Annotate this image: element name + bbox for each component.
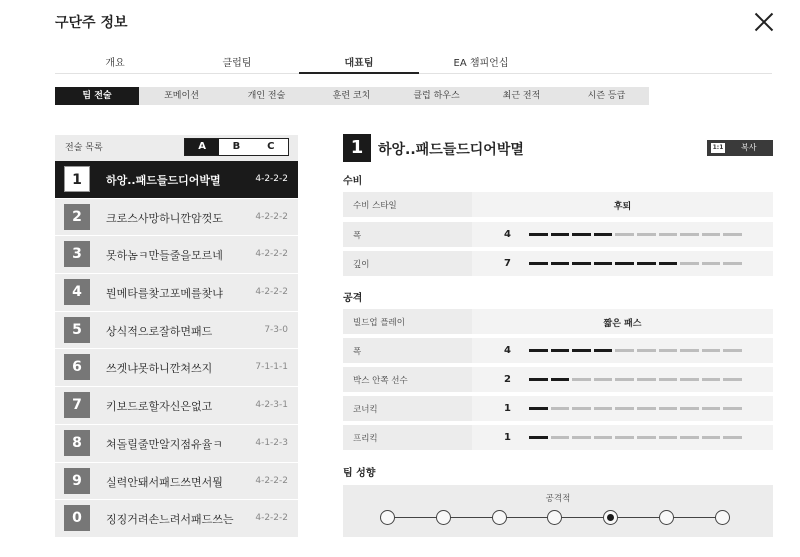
attack-width-row: [343, 338, 773, 363]
tendency-slider: [343, 485, 773, 537]
bar-segment: [702, 407, 721, 410]
bar-segment: [659, 233, 678, 236]
bar-segment: [637, 262, 656, 265]
subtab-training-coach[interactable]: 훈련 코치: [309, 87, 394, 105]
buildup-row: [343, 309, 773, 334]
tactic-name: 상식적으로잘하면패드: [106, 324, 213, 338]
tactic-number: 1: [64, 166, 90, 192]
tactics-list-header: [55, 135, 298, 161]
bar-segment: [594, 262, 613, 265]
bar-segment: [572, 233, 591, 236]
bar-segment: [723, 262, 742, 265]
bar-segment: [702, 378, 721, 381]
tactic-formation: 4-2-2-2: [255, 211, 288, 222]
tab-overview[interactable]: 개요: [105, 58, 125, 69]
tactic-formation: 4-2-2-2: [255, 287, 288, 298]
tactic-number: 9: [64, 468, 90, 494]
corner-kick-bar: [529, 407, 742, 410]
copy-icon: 1:1: [712, 144, 724, 151]
tactic-name: 못하놈ㅋ만들줄을모르네: [106, 249, 223, 263]
tactic-name: 쳐돌릴줄만알지점유율ㅋ: [106, 437, 223, 451]
box-players-value: 2: [504, 374, 511, 385]
bar-segment: [680, 378, 699, 381]
tactic-number: 3: [64, 241, 90, 267]
defense-width-value: 4: [504, 229, 511, 240]
tactic-number: 2: [64, 204, 90, 230]
defense-depth-row: [343, 251, 773, 276]
slot-c-button[interactable]: C: [254, 139, 288, 155]
bar-segment: [723, 407, 742, 410]
corner-kick-value: 1: [504, 403, 511, 414]
bar-segment: [723, 436, 742, 439]
defense-width-bar: [529, 233, 742, 236]
bar-segment: [637, 349, 656, 352]
tendency-label: 공격적: [545, 494, 571, 504]
bar-segment: [572, 349, 591, 352]
free-kick-bar: [529, 436, 742, 439]
defense-depth-bar: [529, 262, 742, 265]
tendency-step[interactable]: [715, 510, 730, 525]
detail-tactic-name: 하앙..패드들드디어박멸: [378, 142, 524, 158]
bar-segment: [659, 407, 678, 410]
bar-segment: [723, 233, 742, 236]
attack-width-value: 4: [504, 345, 511, 356]
bar-segment: [529, 378, 548, 381]
tendency-step[interactable]: [603, 510, 618, 525]
bar-segment: [659, 349, 678, 352]
bar-segment: [572, 407, 591, 410]
subtab-recent-record[interactable]: 최근 전적: [479, 87, 564, 105]
bar-segment: [615, 436, 634, 439]
tactics-list-label: 전술 목록: [65, 143, 103, 153]
box-players-row: [343, 367, 773, 392]
bar-segment: [615, 378, 634, 381]
bar-segment: [723, 349, 742, 352]
bar-segment: [551, 436, 570, 439]
tactic-number: 0: [64, 505, 90, 531]
bar-segment: [529, 262, 548, 265]
bar-segment: [551, 407, 570, 410]
defense-section-title: 수비: [343, 176, 363, 187]
tendency-step[interactable]: [547, 510, 562, 525]
sub-tabs: [55, 87, 649, 105]
attack-section-title: 공격: [343, 293, 363, 304]
bar-segment: [551, 262, 570, 265]
tactic-number: 5: [64, 317, 90, 343]
detail-number: 1: [343, 134, 371, 162]
tactic-list-item[interactable]: [55, 274, 298, 312]
defense-style-row: [343, 192, 773, 217]
bar-segment: [615, 407, 634, 410]
tendency-step[interactable]: [492, 510, 507, 525]
subtab-team-tactics[interactable]: 팀 전술: [55, 87, 139, 105]
tactic-formation: 4-2-3-1: [255, 400, 288, 411]
tactic-list-item[interactable]: [55, 312, 298, 350]
defense-style-label: 수비 스타일: [353, 201, 397, 211]
tactic-list-item[interactable]: [55, 199, 298, 237]
bar-segment: [680, 349, 699, 352]
bar-segment: [594, 378, 613, 381]
tactic-name: 징징거려손느려서패드쓰는: [106, 513, 234, 527]
tactic-list-item[interactable]: [55, 463, 298, 501]
bar-segment: [680, 233, 699, 236]
bar-segment: [572, 378, 591, 381]
defense-width-label: 폭: [353, 231, 362, 241]
bar-segment: [637, 233, 656, 236]
tab-club-team[interactable]: 클럽팀: [222, 58, 252, 69]
tactic-formation: 4-2-2-2: [255, 513, 288, 524]
free-kick-row: [343, 425, 773, 450]
bar-segment: [659, 378, 678, 381]
bar-segment: [659, 262, 678, 265]
bar-segment: [680, 436, 699, 439]
subtab-formation[interactable]: 포메이션: [139, 87, 224, 105]
defense-depth-value: 7: [504, 258, 511, 269]
tactic-formation: 7-3-0: [264, 324, 288, 335]
tendency-section-title: 팀 성향: [343, 468, 376, 479]
slot-selector: [184, 138, 289, 156]
bar-segment: [551, 233, 570, 236]
tendency-step[interactable]: [436, 510, 451, 525]
tactic-name: 키보드로할자신은없고: [106, 400, 213, 414]
bar-segment: [572, 262, 591, 265]
tactic-name: 뭔메타를찾고포메를찾냐: [106, 287, 223, 301]
bar-segment: [702, 349, 721, 352]
tactic-name: 크로스사망하니깐암껏도: [106, 211, 223, 225]
slot-b-button[interactable]: B: [219, 139, 253, 155]
tactic-list-item[interactable]: [55, 500, 298, 538]
subtab-season-grade[interactable]: 시즌 등급: [564, 87, 649, 105]
bar-segment: [594, 233, 613, 236]
bar-segment: [529, 436, 548, 439]
defense-depth-label: 깊이: [353, 260, 370, 270]
box-players-bar: [529, 378, 742, 381]
bar-segment: [529, 233, 548, 236]
corner-kick-row: [343, 396, 773, 421]
bar-segment: [680, 262, 699, 265]
subtab-club-house[interactable]: 클럽 하우스: [394, 87, 479, 105]
bar-segment: [680, 407, 699, 410]
bar-segment: [529, 349, 548, 352]
bar-segment: [594, 407, 613, 410]
free-kick-value: 1: [504, 432, 511, 443]
tactic-list-item[interactable]: [55, 349, 298, 387]
bar-segment: [572, 436, 591, 439]
bar-segment: [723, 378, 742, 381]
tactics-list: [55, 161, 298, 538]
bar-segment: [551, 378, 570, 381]
bar-segment: [702, 262, 721, 265]
tendency-step[interactable]: [380, 510, 395, 525]
tactic-name: 실력안돼서패드쓰면서뭘: [106, 475, 223, 489]
defense-style-value: 후퇴: [613, 202, 632, 212]
tactic-number: 6: [64, 354, 90, 380]
subtab-individual-tactics[interactable]: 개인 전술: [224, 87, 309, 105]
tactic-formation: 4-1-2-3: [255, 437, 288, 448]
tactic-formation: 4-2-2-2: [255, 174, 288, 184]
tab-national-team[interactable]: 대표팀: [299, 54, 419, 74]
tactic-formation: 4-2-2-2: [255, 249, 288, 260]
tactic-name: 하앙..패드들드디어박멸: [106, 174, 221, 187]
bar-segment: [529, 407, 548, 410]
slot-a-button[interactable]: A: [185, 139, 219, 155]
close-icon[interactable]: [754, 12, 774, 32]
bar-segment: [659, 436, 678, 439]
main-tabs: [55, 54, 772, 74]
bar-segment: [615, 349, 634, 352]
bar-segment: [615, 233, 634, 236]
free-kick-label: 프리킥: [353, 434, 378, 444]
bar-segment: [702, 233, 721, 236]
tactic-formation: 4-2-2-2: [255, 475, 288, 486]
buildup-value: 짧은 패스: [603, 319, 642, 329]
tactic-list-item[interactable]: [55, 425, 298, 463]
tactic-formation: 7-1-1-1: [255, 362, 288, 373]
bar-segment: [615, 262, 634, 265]
attack-width-bar: [529, 349, 742, 352]
tactic-number: 4: [64, 279, 90, 305]
bar-segment: [594, 349, 613, 352]
tactic-list-item[interactable]: [55, 236, 298, 274]
bar-segment: [637, 436, 656, 439]
page-title: 구단주 정보: [55, 15, 128, 31]
box-players-label: 박스 안쪽 선수: [353, 376, 408, 386]
attack-width-label: 폭: [353, 347, 362, 357]
bar-segment: [702, 436, 721, 439]
bar-segment: [637, 378, 656, 381]
bar-segment: [594, 436, 613, 439]
defense-width-row: [343, 222, 773, 247]
copy-button[interactable]: [707, 140, 773, 156]
tactic-name: 쓰겟냐못하니깐쳐쓰지: [106, 362, 213, 376]
tactic-list-item[interactable]: [55, 387, 298, 425]
bar-segment: [551, 349, 570, 352]
tactic-number: 7: [64, 392, 90, 418]
tactic-list-item[interactable]: [55, 161, 298, 199]
tendency-step[interactable]: [659, 510, 674, 525]
tab-ea-championship[interactable]: EA 챔피언십: [453, 58, 509, 69]
bar-segment: [637, 407, 656, 410]
copy-label: 복사: [741, 143, 757, 152]
buildup-label: 빌드업 플레이: [353, 318, 405, 328]
tactic-number: 8: [64, 430, 90, 456]
corner-kick-label: 코너킥: [353, 405, 378, 415]
